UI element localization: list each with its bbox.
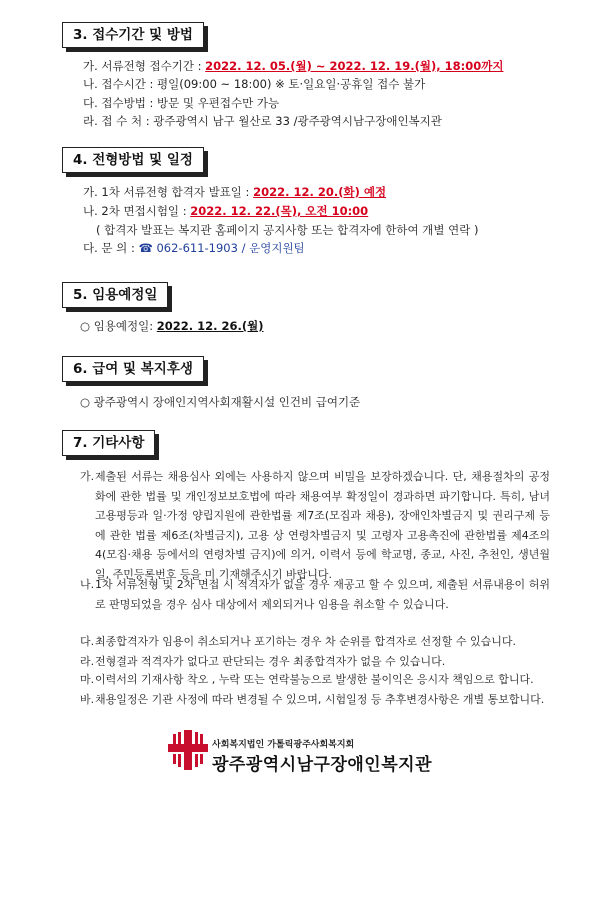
etc-item [80, 632, 550, 652]
etc-item-marker: 마. [80, 673, 95, 686]
section-3-title: 3. 접수기간 및 방법 [62, 22, 204, 48]
org-parent-name: 사회복지법인 가톨릭광주사회복지회 [212, 740, 355, 750]
reception-period-label: 가. 서류전형 접수기간 : [83, 59, 206, 73]
etc-item-text: 이력서의 기재사항 착오 , 누락 또는 연락불능으로 발생한 불이익은 응시자 책임으로 합니다. [95, 673, 534, 686]
org-name: 광주광역시남구장애인복지관 [212, 755, 432, 775]
cross-emblem-icon [168, 730, 208, 770]
section-7-title: 7. 기타사항 [62, 430, 155, 456]
etc-item-marker: 다. [80, 635, 95, 648]
etc-item-text: 1차 서류전형 및 2차 면접 시 적격자가 없을 경우 재공고 할 수 있으며, 제출된 서류내용이 허위로 판명되었을 경우 심사 대상에서 제외되거나 임용을 취소할 수 있습니다. [95, 578, 550, 611]
reception-time: 나. 접수시간 : 평일(09:00 ~ 18:00) ※ 토·일요일·공휴일 접수 불가 [83, 77, 426, 91]
etc-item [80, 652, 550, 672]
etc-item-marker: 가. [80, 470, 95, 483]
contact-label: 다. 문 의 : [83, 241, 139, 255]
section-4-title: 4. 전형방법 및 일정 [62, 147, 204, 173]
etc-item [80, 575, 550, 614]
organization-logo [168, 726, 468, 776]
appointment-label: ○ 임용예정일: [80, 319, 157, 333]
interview-value: 2022. 12. 22.(목), 오전 10:00 [190, 204, 369, 218]
etc-item-marker: 나. [80, 578, 95, 591]
etc-item-text: 전형결과 적격자가 없다고 판단되는 경우 최종합격자가 없을 수 있습니다. [95, 655, 446, 668]
appointment-value: 2022. 12. 26.(월) [156, 319, 264, 333]
reception-place: 라. 접 수 처 : 광주광역시 남구 월산로 33 /광주광역시남구장애인복지관 [83, 114, 442, 128]
etc-item-text: 제출된 서류는 채용심사 외에는 사용하지 않으며 비밀을 보장하겠습니다. 단, 채용절차의 공정화에 관한 법률 및 개인정보보호법에 따라 채용여부 확정일이 경과하면 파기합니다. 특히, 남녀고용평등과 일·가정 양립지원에 관한법률 제7조(모집과 채용), 장애인차별금지 및 권리구제 등에 관한 법률 제6조(차별금지), 고용 상 연령차별금지 및 고령자 고용촉진에 관한법률 제4조의4(모집·채용 등에서의 연령차별 금지)에 의거, 이력서 등에 학교명, 종교, 사진, 추천인, 생년월일, 주민등록번호 등을 미 기재해주시기 바랍니다. [95, 470, 550, 581]
section-5-title: 5. 임용예정일 [62, 282, 168, 308]
section-6-title: 6. 급여 및 복지후생 [62, 356, 204, 382]
salary-standard: ○ 광주광역시 장애인지역사회재활시설 인건비 급여기준 [80, 395, 361, 409]
etc-item-text: 채용일정은 기관 사정에 따라 변경될 수 있으며, 시험일정 등 추후변경사항은 개별 통보합니다. [95, 693, 545, 706]
etc-item [80, 467, 550, 584]
etc-item-marker: 라. [80, 655, 95, 668]
contact-line [83, 240, 305, 256]
etc-item [80, 690, 550, 710]
etc-item-marker: 바. [80, 693, 95, 706]
result-note: ( 합격자 발표는 복지관 홈페이지 공지사항 또는 합격자에 한하여 개별 연락 ) [96, 223, 479, 237]
contact-value[interactable]: ☎ 062-611-1903 / 운영지원팀 [138, 241, 305, 255]
reception-period [83, 58, 503, 74]
first-result-value: 2022. 12. 20.(화) 예정 [253, 185, 387, 199]
interview-date [83, 203, 368, 219]
interview-label: 나. 2차 면접시험일 : [83, 204, 191, 218]
etc-item [80, 670, 550, 690]
etc-item-text: 최종합격자가 임용이 취소되거나 포기하는 경우 차 순위를 합격자로 선정할 수 있습니다. [95, 635, 516, 648]
reception-period-value: 2022. 12. 05.(월) ~ 2022. 12. 19.(월), 18:00까지 [205, 59, 504, 73]
first-result-date [83, 184, 386, 200]
reception-method: 다. 접수방법 : 방문 및 우편접수만 가능 [83, 96, 280, 110]
first-result-label: 가. 1차 서류전형 합격자 발표일 : [83, 185, 254, 199]
appointment-date [80, 318, 264, 334]
